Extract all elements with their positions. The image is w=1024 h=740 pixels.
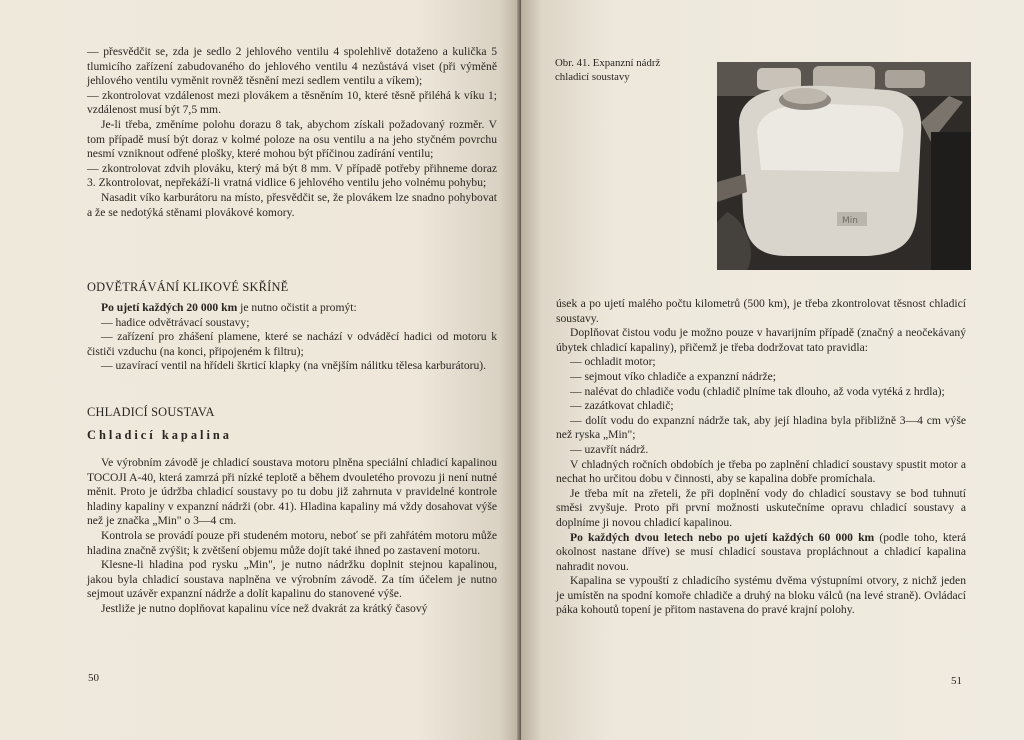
flush-interval: Po každých dvou letech nebo po ujetí každých 60 000 km <box>570 530 875 544</box>
paragraph: Nasadit víko karburátoru na místo, přesvědčit se, že plovákem lze snadno pohybovat a že se nedotýká stěnami plovákové komory. <box>87 190 497 219</box>
list-item: — uzavřít nádrž. <box>570 442 649 456</box>
paragraph: úsek a po ujetí malého počtu kilometrů (500 km), je třeba zkontrolovat těsnost chladicí soustavy. <box>556 297 966 325</box>
list-item: — zazátkovat chladič; <box>570 399 674 413</box>
paragraph: Kontrola se provádí pouze při studeném motoru, neboť se při zahřátém motoru může hladina značně zvýšit; k zvětšení objemu může dojít také ihned po zastavení motoru. <box>87 528 497 557</box>
paragraph: V chladných ročních obdobích je třeba po zaplnění chladicí soustavy spustit motor a nechat ho určitou dobu v činnosti, aby se kapalina dobře promíchala. <box>556 457 966 486</box>
paragraph: Je třeba mít na zřeteli, že při doplnění vody do chladicí soustavy se bod tuhnutí směsi zvyšuje. Proto při první možnosti uskutečníme opravu chladicí soustavy a doplníme ji novou chladicí kapalinou. <box>556 486 966 529</box>
paragraph: Doplňovat čistou vodu je možno pouze v havarijním případě (značný a neočekávaný úbytek chladicí kapaliny), přičemž je třeba dodržovat tato pravidla: <box>556 326 966 354</box>
section-heading-crankcase-ventilation: ODVĚTRÁVÁNÍ KLIKOVÉ SKŘÍNĚ <box>87 280 289 294</box>
paragraph: — přesvědčit se, zda je sedlo 2 jehlového ventilu 4 spolehlivě dotaženo a kulička 5 tlumicího zařízení zabudovaného do jehlového ventilu 4 nezůstává viset (při výměně jehlového ventilu vyměnit rovněž těsnění mezi sedlem ventilu a víkem); <box>87 45 497 88</box>
subheading-coolant: Chladicí kapalina <box>87 428 232 442</box>
paragraph: Klesne-li hladina pod rysku „Min", je nutno nádržku doplnit stejnou kapalinou, jakou byla chladicí soustava naplněna ve výrobním závodě. Za tím účelem je nutno sejmout uzávěr expanzní nádrže a dolít kapalinu do stanovené výše. <box>87 558 497 601</box>
mileage-interval: Po ujetí každých 20 000 km <box>101 301 238 314</box>
page-number: 51 <box>951 675 962 687</box>
expansion-tank-photo <box>717 62 971 270</box>
paragraph: Ve výrobním závodě je chladicí soustava motoru plněna speciální chladicí kapalinou TOCOJI A-40, která zamrzá při nízké teplotě a během dvouletého provozu ji není nutné měnit. Proto je údržba chladicí soustavy po tu dobu již zahrnuta v pravidelné kontrole hladiny kapaliny v expanzní nádrži (obr. 41). Hladina kapaliny má vždy dosahovat výše než je značka „Min" o 3—4 cm. <box>87 456 497 528</box>
flush-text: (podle toho, která okolnost nastane dříve) se musí chladicí soustava propláchnout a chladicí kapalina nahradit novou. <box>556 530 966 573</box>
list-item: — ochladit motor; <box>570 355 656 369</box>
intro-text: je nutno očistit a promýt: <box>237 301 357 314</box>
right-page <box>521 0 1024 740</box>
paragraph: Kapalina se vypouští z chladicího systému dvěma výstupními otvory, z nichž jeden je umístěn na spodní komoře chladiče a druhý na bloku válců (na levé straně). Ovládací páka kohoutů topení je přitom nastavena do pravé krajní polohy. <box>556 574 966 617</box>
list-item: — uzavírací ventil na hřídeli škrticí klapky (na vnějším nálitku tělesa karburátoru). <box>101 359 487 373</box>
list-item: — zařízení pro zhášení plamene, které se nachází v odváděcí hadici od motoru k čističi vzduchu (na konci, připojeném k filtru); <box>87 330 497 358</box>
paragraph: — zkontrolovat vzdálenost mezi plovákem a těsněním 10, které těsně přiléhá k víku 1; vzdálenost musí být 7,5 mm. <box>87 88 497 117</box>
list-item: — hadice odvětrávací soustavy; <box>101 315 250 329</box>
paragraph: Jestliže je nutno doplňovat kapalinu více než dvakrát za krátký časový <box>101 601 428 615</box>
ventilation-instructions <box>87 301 497 374</box>
paragraph <box>87 301 497 316</box>
paragraph: Je-li třeba, změníme polohu dorazu 8 tak, abychom získali požadovaný rozměr. V tom případě musí být doraz v kolmé poloze na osu ventilu a na jeho styčném povrchu nesmí vzniknout odřené plošky, které mohou být příčinou zadírání ventilu; <box>87 117 497 161</box>
coolant-continued-text <box>556 297 966 618</box>
engine-bay-illustration <box>717 62 971 270</box>
section-heading-cooling-system: CHLADICÍ SOUSTAVA <box>87 405 215 419</box>
carburetor-instructions <box>87 45 497 220</box>
page-number: 50 <box>88 672 99 684</box>
min-mark-label: Min <box>842 216 858 226</box>
paragraph: — zkontrolovat zdvih plováku, který má být 8 mm. V případě potřeby přihneme doraz 3. Zkontrolovat, nepřekáží-li vratná vidlice 6 jehlového ventilu jeho volnému pohybu; <box>87 161 497 190</box>
figure-caption: Obr. 41. Expanzní nádrž chladicí soustavy <box>555 57 661 83</box>
list-item: — nalévat do chladiče vodu (chladič plníme tak dlouho, až voda vytéká z hrdla); <box>570 384 945 398</box>
list-item: — sejmout víko chladiče a expanzní nádrže; <box>570 369 777 383</box>
paragraph <box>556 531 966 575</box>
list-item: — dolít vodu do expanzní nádrže tak, aby její hladina byla přibližně 3—4 cm výše než ryska „Min"; <box>556 413 966 442</box>
coolant-text <box>87 456 497 617</box>
